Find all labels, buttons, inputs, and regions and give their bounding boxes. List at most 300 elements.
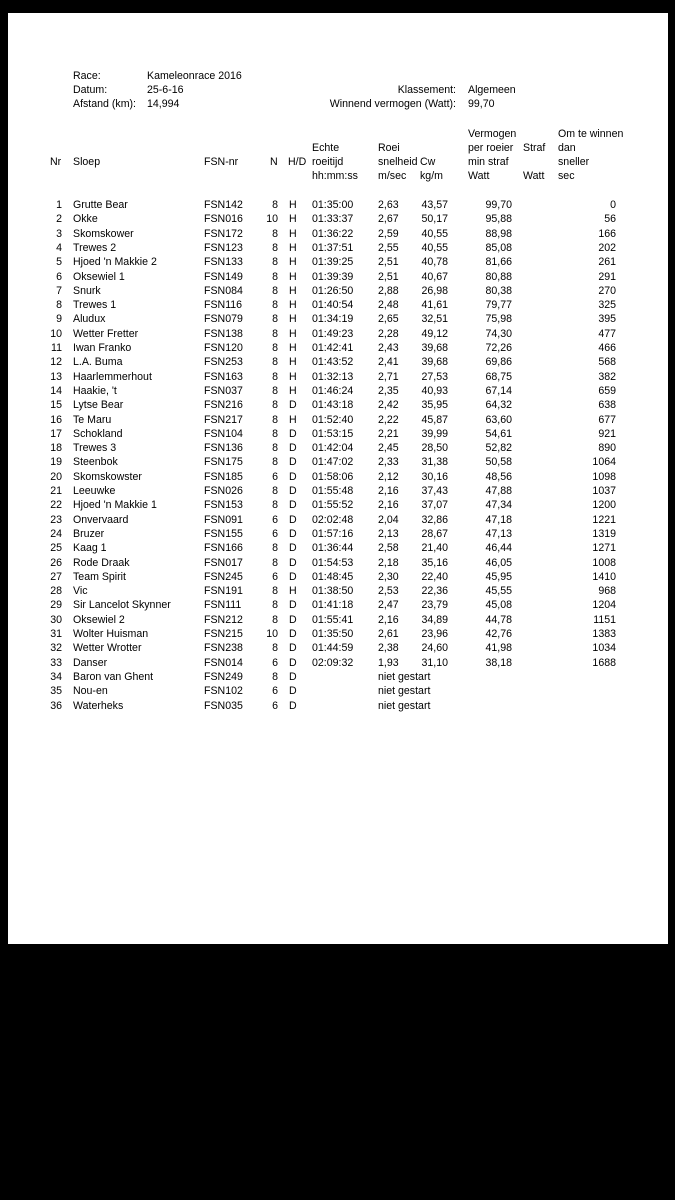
- header-verm-l4: Watt: [468, 170, 490, 182]
- cell-time: 01:58:06: [312, 470, 354, 483]
- cell-fsn: FSN217: [204, 413, 243, 426]
- cell-cw: 40,55: [421, 227, 448, 240]
- cell-time: 01:52:40: [312, 413, 354, 426]
- table-row: [8, 428, 668, 442]
- cell-vermogen: 45,55: [485, 585, 512, 598]
- cell-om-te-winnen: 477: [598, 327, 616, 340]
- cell-vermogen: 46,44: [485, 542, 512, 555]
- cell-hd: D: [289, 542, 297, 555]
- cell-cw: 30,16: [421, 470, 448, 483]
- cell-n: 6: [272, 656, 278, 669]
- cell-vermogen: 74,30: [485, 327, 512, 340]
- cell-hd: D: [289, 499, 297, 512]
- cell-speed: 2,35: [378, 384, 399, 397]
- header-hd: H/D: [288, 156, 307, 168]
- cell-cw: 21,40: [421, 542, 448, 555]
- cell-time: 01:53:15: [312, 427, 354, 440]
- cell-hd: D: [289, 527, 297, 540]
- cell-speed: 2,16: [378, 499, 399, 512]
- date-label: Datum:: [73, 84, 108, 96]
- cell-nr: 29: [50, 599, 62, 612]
- cell-fsn: FSN149: [204, 270, 243, 283]
- cell-fsn: FSN249: [204, 670, 243, 683]
- cell-time: 01:34:19: [312, 313, 354, 326]
- cell-fsn: FSN138: [204, 327, 243, 340]
- cell-nr: 23: [50, 513, 62, 526]
- cell-om-te-winnen: 395: [598, 313, 616, 326]
- cell-speed: 2,21: [378, 427, 399, 440]
- cell-sloep: Leeuwke: [73, 485, 116, 497]
- header-n: N: [270, 156, 278, 168]
- header-om-l2: dan: [558, 142, 576, 154]
- cell-n: 8: [272, 384, 278, 397]
- cell-n: 8: [272, 227, 278, 240]
- cell-fsn: FSN216: [204, 399, 243, 412]
- cell-speed: 2,88: [378, 284, 399, 297]
- cell-time: 01:36:44: [312, 542, 354, 555]
- cell-om-te-winnen: 568: [598, 356, 616, 369]
- cell-cw: 31,38: [421, 456, 448, 469]
- cell-n: 6: [272, 685, 278, 698]
- table-row: [8, 571, 668, 585]
- cell-cw: 50,17: [421, 213, 448, 226]
- table-row: [8, 299, 668, 313]
- cell-fsn: FSN035: [204, 699, 243, 712]
- cell-speed: 2,53: [378, 585, 399, 598]
- cell-speed: niet gestart: [378, 670, 431, 683]
- cell-vermogen: 38,18: [485, 656, 512, 669]
- table-row: [8, 356, 668, 370]
- cell-n: 8: [272, 313, 278, 326]
- cell-speed: 2,18: [378, 556, 399, 569]
- cell-om-te-winnen: 1037: [592, 485, 616, 497]
- cell-n: 8: [272, 670, 278, 683]
- cell-time: 01:48:45: [312, 570, 354, 583]
- cell-sloep: Iwan Franko: [73, 342, 132, 354]
- table-row: [8, 642, 668, 656]
- cell-cw: 27,53: [421, 370, 448, 383]
- cell-hd: D: [289, 699, 297, 712]
- cell-time: 01:39:25: [312, 256, 354, 269]
- cell-speed: 2,42: [378, 399, 399, 412]
- cell-speed: 2,43: [378, 342, 399, 354]
- cell-speed: 2,65: [378, 313, 399, 326]
- cell-om-te-winnen: 1034: [592, 642, 616, 655]
- cell-vermogen: 42,76: [485, 628, 512, 640]
- cell-nr: 22: [50, 499, 62, 512]
- cell-nr: 34: [50, 670, 62, 683]
- cell-fsn: FSN215: [204, 628, 243, 640]
- cell-cw: 22,40: [421, 570, 448, 583]
- cell-hd: H: [289, 284, 297, 297]
- date-value: 25-6-16: [147, 84, 184, 96]
- cell-cw: 22,36: [421, 585, 448, 598]
- cell-cw: 49,12: [421, 327, 448, 340]
- cell-vermogen: 47,88: [485, 485, 512, 497]
- cell-fsn: FSN136: [204, 442, 243, 455]
- cell-fsn: FSN026: [204, 485, 243, 497]
- table-row: [8, 442, 668, 456]
- cell-speed: 2,33: [378, 456, 399, 469]
- header-verm-l2: per roeier: [468, 142, 514, 154]
- cell-speed: 2,61: [378, 628, 399, 640]
- cell-speed: 2,67: [378, 213, 399, 226]
- cell-sloep: Vic: [73, 585, 88, 598]
- cell-n: 8: [272, 585, 278, 598]
- cell-nr: 21: [50, 485, 62, 497]
- cell-fsn: FSN079: [204, 313, 243, 326]
- cell-fsn: FSN102: [204, 685, 243, 698]
- cell-nr: 18: [50, 442, 62, 455]
- cell-speed: 2,41: [378, 356, 399, 369]
- cell-fsn: FSN120: [204, 342, 243, 354]
- cell-cw: 32,86: [421, 513, 448, 526]
- cell-vermogen: 67,14: [485, 384, 512, 397]
- cell-sloep: Trewes 3: [73, 442, 117, 455]
- cell-time: 01:55:41: [312, 613, 354, 626]
- cell-speed: 2,71: [378, 370, 399, 383]
- cell-sloep: Skomskower: [73, 227, 134, 240]
- cell-cw: 40,67: [421, 270, 448, 283]
- cell-time: 01:46:24: [312, 384, 354, 397]
- cell-fsn: FSN116: [204, 299, 243, 312]
- cell-cw: 23,79: [421, 599, 448, 612]
- cell-vermogen: 47,13: [485, 527, 512, 540]
- cell-fsn: FSN123: [204, 241, 243, 254]
- cell-nr: 5: [56, 256, 62, 269]
- cell-n: 6: [272, 513, 278, 526]
- race-label: Race:: [73, 70, 101, 82]
- cell-vermogen: 50,58: [485, 456, 512, 469]
- cell-sloep: Aludux: [73, 313, 106, 326]
- cell-sloep: Waterheks: [73, 699, 124, 712]
- cell-hd: H: [289, 370, 297, 383]
- cell-hd: D: [289, 642, 297, 655]
- cell-om-te-winnen: 1064: [592, 456, 616, 469]
- cell-time: 01:32:13: [312, 370, 354, 383]
- table-row: [8, 199, 668, 213]
- table-row: [8, 342, 668, 356]
- cell-om-te-winnen: 270: [598, 284, 616, 297]
- cell-fsn: FSN016: [204, 213, 243, 226]
- cell-sloep: Wolter Huisman: [73, 628, 149, 640]
- cell-fsn: FSN238: [204, 642, 243, 655]
- cell-vermogen: 75,98: [485, 313, 512, 326]
- cell-nr: 30: [50, 613, 62, 626]
- cell-cw: 23,96: [421, 628, 448, 640]
- cell-n: 6: [272, 527, 278, 540]
- cell-vermogen: 47,34: [485, 499, 512, 512]
- cell-n: 6: [272, 699, 278, 712]
- class-value: Algemeen: [468, 84, 516, 96]
- cell-nr: 28: [50, 585, 62, 598]
- cell-om-te-winnen: 1200: [592, 499, 616, 512]
- cell-om-te-winnen: 325: [598, 299, 616, 312]
- cell-sloep: Danser: [73, 656, 108, 669]
- cell-cw: 28,50: [421, 442, 448, 455]
- cell-vermogen: 72,26: [485, 342, 512, 354]
- cell-sloep: Sir Lancelot Skynner: [73, 599, 171, 612]
- cell-time: 01:33:37: [312, 213, 354, 226]
- cell-n: 8: [272, 456, 278, 469]
- table-row: [8, 657, 668, 671]
- table-row: [8, 685, 668, 699]
- cell-speed: 2,38: [378, 642, 399, 655]
- class-label: Klassement:: [397, 84, 456, 96]
- cell-sloep: L.A. Buma: [73, 356, 123, 369]
- cell-sloep: Trewes 1: [73, 299, 117, 312]
- cell-sloep: Oksewiel 2: [73, 613, 125, 626]
- cell-time: 01:39:39: [312, 270, 354, 283]
- cell-speed: 2,13: [378, 527, 399, 540]
- cell-hd: H: [289, 256, 297, 269]
- cell-n: 8: [272, 270, 278, 283]
- cell-sloep: Schokland: [73, 427, 123, 440]
- header-fsn: FSN-nr: [204, 156, 239, 168]
- cell-cw: 41,61: [421, 299, 448, 312]
- cell-nr: 7: [56, 284, 62, 297]
- cell-nr: 15: [50, 399, 62, 412]
- cell-vermogen: 81,66: [485, 256, 512, 269]
- cell-time: 01:37:51: [312, 241, 354, 254]
- table-row: [8, 256, 668, 270]
- cell-hd: D: [289, 442, 297, 455]
- table-row: [8, 242, 668, 256]
- cell-speed: 2,48: [378, 299, 399, 312]
- cell-hd: D: [289, 485, 297, 497]
- cell-n: 6: [272, 570, 278, 583]
- cell-vermogen: 80,38: [485, 284, 512, 297]
- cell-speed: 2,51: [378, 270, 399, 283]
- cell-vermogen: 88,98: [485, 227, 512, 240]
- cell-time: 01:55:52: [312, 499, 354, 512]
- table-row: [8, 557, 668, 571]
- cell-n: 10: [266, 628, 278, 640]
- cell-time: 01:42:04: [312, 442, 354, 455]
- cell-speed: niet gestart: [378, 685, 431, 698]
- header-speed-l2: snelheid: [378, 156, 418, 168]
- cell-speed: niet gestart: [378, 699, 431, 712]
- cell-n: 8: [272, 356, 278, 369]
- cell-n: 8: [272, 370, 278, 383]
- cell-nr: 16: [50, 413, 62, 426]
- cell-fsn: FSN153: [204, 499, 243, 512]
- cell-speed: 2,58: [378, 542, 399, 555]
- cell-vermogen: 48,56: [485, 470, 512, 483]
- cell-vermogen: 63,60: [485, 413, 512, 426]
- cell-fsn: FSN104: [204, 427, 243, 440]
- cell-om-te-winnen: 291: [598, 270, 616, 283]
- table-row: [8, 585, 668, 599]
- cell-nr: 4: [56, 241, 62, 254]
- table-row: [8, 471, 668, 485]
- cell-om-te-winnen: 659: [598, 384, 616, 397]
- cell-vermogen: 45,08: [485, 599, 512, 612]
- cell-nr: 12: [50, 356, 62, 369]
- cell-hd: H: [289, 313, 297, 326]
- header-om-l4: sec: [558, 170, 575, 182]
- cell-n: 8: [272, 299, 278, 312]
- cell-time: 01:41:18: [312, 599, 354, 612]
- cell-n: 8: [272, 542, 278, 555]
- cell-speed: 2,59: [378, 227, 399, 240]
- cell-n: 8: [272, 241, 278, 254]
- cell-nr: 33: [50, 656, 62, 669]
- cell-n: 8: [272, 342, 278, 354]
- cell-cw: 28,67: [421, 527, 448, 540]
- cell-vermogen: 44,78: [485, 613, 512, 626]
- cell-hd: H: [289, 213, 297, 226]
- cell-hd: D: [289, 570, 297, 583]
- cell-cw: 40,55: [421, 241, 448, 254]
- cell-fsn: FSN155: [204, 527, 243, 540]
- header-straf-l2: Watt: [523, 170, 545, 182]
- cell-vermogen: 80,88: [485, 270, 512, 283]
- cell-sloep: Kaag 1: [73, 542, 107, 555]
- cell-sloep: Skomskowster: [73, 470, 142, 483]
- cell-sloep: Lytse Bear: [73, 399, 124, 412]
- cell-n: 8: [272, 256, 278, 269]
- table-row: [8, 285, 668, 299]
- cell-vermogen: 45,95: [485, 570, 512, 583]
- header-nr: Nr: [50, 156, 62, 168]
- cell-vermogen: 47,18: [485, 513, 512, 526]
- cell-time: 01:40:54: [312, 299, 354, 312]
- cell-om-te-winnen: 1319: [592, 527, 616, 540]
- cell-time: 01:47:02: [312, 456, 354, 469]
- cell-hd: D: [289, 685, 297, 698]
- cell-nr: 31: [50, 628, 62, 640]
- cell-cw: 26,98: [421, 284, 448, 297]
- cell-om-te-winnen: 1383: [592, 628, 616, 640]
- cell-nr: 24: [50, 527, 62, 540]
- cell-speed: 2,16: [378, 485, 399, 497]
- cell-om-te-winnen: 166: [598, 227, 616, 240]
- cell-om-te-winnen: 466: [598, 342, 616, 354]
- cell-nr: 3: [56, 227, 62, 240]
- cell-cw: 45,87: [421, 413, 448, 426]
- cell-sloep: Te Maru: [73, 413, 112, 426]
- cell-sloep: Oksewiel 1: [73, 270, 125, 283]
- cell-hd: H: [289, 227, 297, 240]
- cell-hd: H: [289, 413, 297, 426]
- cell-nr: 20: [50, 470, 62, 483]
- cell-sloep: Hjoed 'n Makkie 1: [73, 499, 157, 512]
- table-row: [8, 213, 668, 227]
- cell-speed: 1,93: [378, 656, 399, 669]
- table-row: [8, 499, 668, 513]
- cell-hd: D: [289, 556, 297, 569]
- table-row: [8, 328, 668, 342]
- cell-hd: H: [289, 356, 297, 369]
- cell-nr: 35: [50, 685, 62, 698]
- cell-om-te-winnen: 921: [598, 427, 616, 440]
- table-row: [8, 700, 668, 714]
- cell-hd: H: [289, 327, 297, 340]
- cell-nr: 25: [50, 542, 62, 555]
- cell-nr: 36: [50, 699, 62, 712]
- cell-time: 02:09:32: [312, 656, 354, 669]
- cell-om-te-winnen: 638: [598, 399, 616, 412]
- cell-hd: D: [289, 399, 297, 412]
- cell-time: 01:54:53: [312, 556, 354, 569]
- header-om-l1: Om te winnen: [558, 128, 624, 140]
- cell-hd: H: [289, 384, 297, 397]
- cell-cw: 40,78: [421, 256, 448, 269]
- table-row: [8, 456, 668, 470]
- cell-fsn: FSN253: [204, 356, 243, 369]
- cell-speed: 2,04: [378, 513, 399, 526]
- cell-cw: 39,68: [421, 342, 448, 354]
- cell-om-te-winnen: 1204: [592, 599, 616, 612]
- cell-speed: 2,63: [378, 199, 399, 211]
- cell-fsn: FSN111: [204, 599, 242, 612]
- cell-sloep: Hjoed 'n Makkie 2: [73, 256, 157, 269]
- cell-time: 01:43:18: [312, 399, 354, 412]
- header-time-l3: hh:mm:ss: [312, 170, 358, 182]
- cell-fsn: FSN175: [204, 456, 243, 469]
- cell-hd: D: [289, 427, 297, 440]
- cell-om-te-winnen: 1008: [592, 556, 616, 569]
- cell-time: 01:35:00: [312, 199, 354, 211]
- cell-vermogen: 54,61: [485, 427, 512, 440]
- cell-speed: 2,16: [378, 613, 399, 626]
- cell-fsn: FSN017: [204, 556, 243, 569]
- table-row: [8, 542, 668, 556]
- cell-time: 01:38:50: [312, 585, 354, 598]
- cell-hd: D: [289, 613, 297, 626]
- cell-sloep: Nou-en: [73, 685, 108, 698]
- cell-nr: 10: [50, 327, 62, 340]
- cell-nr: 32: [50, 642, 62, 655]
- cell-cw: 31,10: [421, 656, 448, 669]
- cell-fsn: FSN037: [204, 384, 243, 397]
- cell-sloep: Wetter Fretter: [73, 327, 139, 340]
- cell-fsn: FSN212: [204, 613, 243, 626]
- table-row: [8, 371, 668, 385]
- header-om-l3: sneller: [558, 156, 590, 168]
- cell-nr: 17: [50, 427, 62, 440]
- cell-hd: D: [289, 656, 297, 669]
- header-speed-l3: m/sec: [378, 170, 407, 182]
- cell-hd: D: [289, 470, 297, 483]
- cell-time: 01:57:16: [312, 527, 354, 540]
- cell-n: 10: [266, 213, 278, 226]
- cell-nr: 2: [56, 213, 62, 226]
- header-verm-l3: min straf: [468, 156, 509, 168]
- cell-fsn: FSN133: [204, 256, 243, 269]
- cell-sloep: Baron van Ghent: [73, 670, 154, 683]
- cell-n: 8: [272, 199, 278, 211]
- cell-cw: 32,51: [421, 313, 448, 326]
- cell-hd: H: [289, 199, 297, 211]
- cell-time: 01:49:23: [312, 327, 354, 340]
- cell-time: 02:02:48: [312, 513, 354, 526]
- cell-vermogen: 95,88: [485, 213, 512, 226]
- race-value: Kameleonrace 2016: [147, 70, 242, 82]
- cell-hd: D: [289, 670, 297, 683]
- cell-hd: H: [289, 241, 297, 254]
- cell-time: 01:36:22: [312, 227, 354, 240]
- cell-n: 8: [272, 442, 278, 455]
- cell-sloep: Team Spirit: [73, 570, 126, 583]
- table-row: [8, 614, 668, 628]
- table-row: [8, 385, 668, 399]
- cell-nr: 9: [56, 313, 62, 326]
- cell-om-te-winnen: 1221: [592, 513, 616, 526]
- cell-n: 6: [272, 470, 278, 483]
- cell-om-te-winnen: 1098: [592, 470, 616, 483]
